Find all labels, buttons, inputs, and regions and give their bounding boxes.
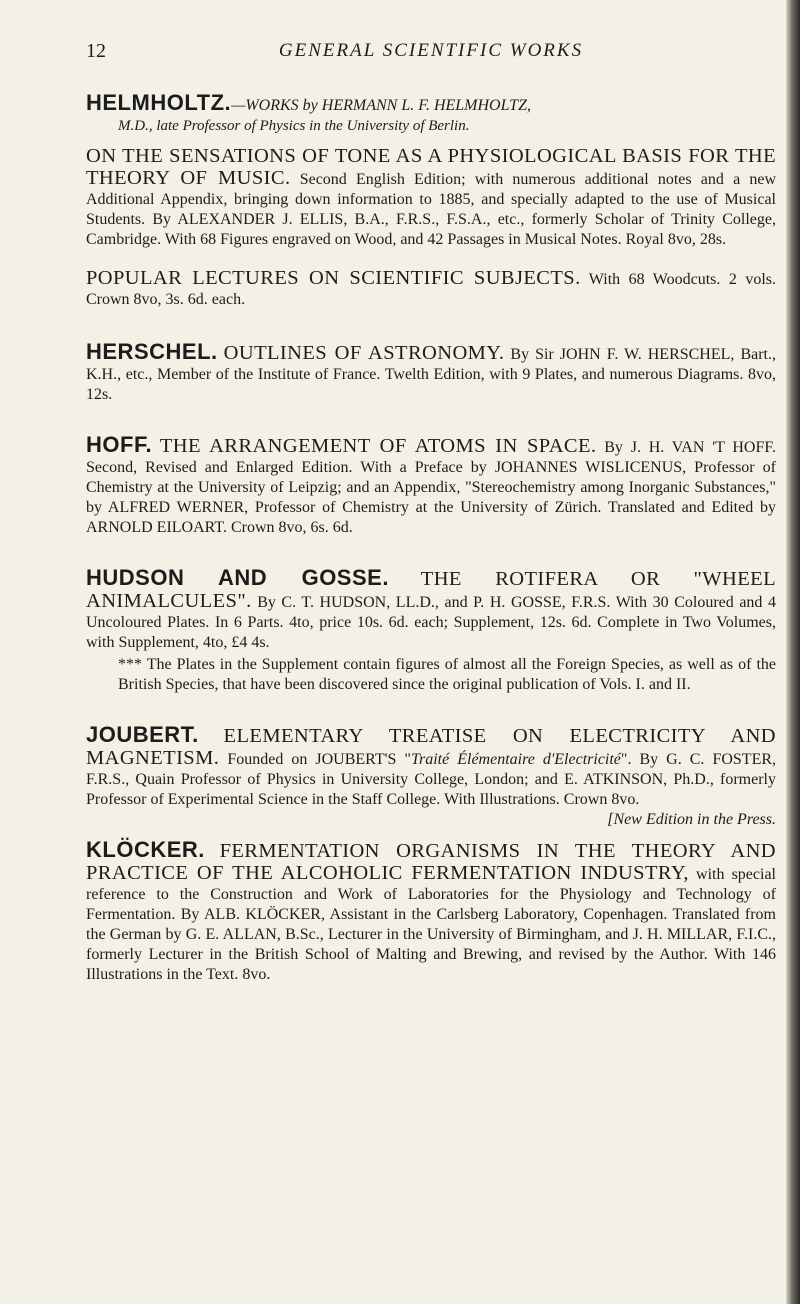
- edition-status: [New Edition in the Press.: [607, 811, 776, 828]
- entry-helmholtz: [86, 90, 777, 310]
- author-name: HELMHOLTZ.: [86, 90, 232, 115]
- author-name: KLÖCKER.: [86, 837, 205, 862]
- book-entry: [86, 146, 776, 250]
- book-entry: [86, 837, 777, 985]
- catalogue-content: [86, 90, 777, 1007]
- entry-hoff: [86, 432, 776, 538]
- book-details: ". By G. C. FOSTER, F.R.S., Quain Professor of Physics in University College, London; and E. ATKINSON, Ph.D., formerly Professor of Experimental Science in the Staff College. With Illustrations. Crown 8vo.: [86, 751, 777, 808]
- book-title: THE ARRANGEMENT OF ATOMS IN SPACE.: [159, 435, 597, 457]
- book-entry: [86, 268, 776, 310]
- book-title: ELEMENTARY TREATISE ON ELECTRICITY AND MAGNETISM.: [86, 725, 776, 769]
- book-details: By C. T. HUDSON, LL.D., and P. H. GOSSE, F.R.S. With 30 Coloured and 4 Uncoloured Plates. In 6 Parts. 4to, price 10s. 6d. each; Supplement, 12s. 6d. Complete in Two Volumes, with Supplement, 4to, £4 4s.: [86, 594, 776, 651]
- author-affiliation: M.D., late Professor of Physics in the University of Berlin.: [118, 118, 470, 134]
- book-title: OUTLINES OF ASTRONOMY.: [223, 342, 505, 364]
- book-details: By Sir JOHN F. W. HERSCHEL, Bart., K.H., etc., Member of the Institute of France. Twelth Edition, with 9 Plates, and numerous Diagrams. 8vo, 12s.: [86, 346, 776, 403]
- entry-hudson-gosse: [86, 565, 776, 695]
- supplement-note: *** The Plates in the Supplement contain figures of almost all the Foreign Species, as well as of the British Species, that have been discovered since the original publication of Vols. I. and II.: [118, 656, 776, 693]
- works-of: —WORKS by HERMANN L. F. HELMHOLTZ,: [231, 97, 531, 114]
- book-entry: [86, 722, 777, 828]
- author-name: JOUBERT.: [86, 722, 199, 747]
- book-entry: [86, 432, 776, 538]
- book-details: By J. H. VAN 'T HOFF. Second, Revised and Enlarged Edition. With a Preface by JOHANNES WISLICENUS, Professor of Chemistry at the University of Leipzig; and an Appendix, "Stereochemistry among Inorganic Substances," by ALFRED WERNER, Professor of Chemistry at the University of Zürich. Translated and Edited by ARNOLD EILOART. Crown 8vo, 6s. 6d.: [86, 439, 776, 536]
- page-header: [86, 40, 776, 70]
- book-title: THE ROTIFERA OR "WHEEL ANIMALCULES".: [86, 568, 776, 612]
- author-name: HUDSON AND GOSSE.: [86, 565, 389, 590]
- book-entry: [86, 565, 776, 653]
- running-title: GENERAL SCIENTIFIC WORKS: [278, 40, 584, 61]
- entry-klocker: [86, 837, 777, 985]
- entry-joubert: [86, 722, 777, 828]
- author-name: HOFF.: [86, 432, 153, 457]
- french-title: Traité Élémentaire d'Electricité: [410, 751, 621, 768]
- book-details: Second English Edition; with numerous additional notes and a new Additional Appendix, bringing down information to 1885, and specially adapted to the use of Musical Students. By ALEXANDER J. ELLIS, B.A., F.R.S., F.S.A., etc., formerly Scholar of Trinity College, Cambridge. With 68 Figures engraved on Wood, and 42 Passages in Musical Notes. Royal 8vo, 28s.: [86, 171, 777, 248]
- entry-heading: [86, 90, 776, 116]
- book-details: with special reference to the Construction and Work of Laboratories for the Physiology and Technology of Fermentation. By ALB. KLÖCKER, Assistant in the Carlsberg Laboratory, Copenhagen. Translated from the German by G. E. ALLAN, B.Sc., Lecturer in the University of Birmingham, and J. H. MILLAR, F.I.C., formerly Lecturer in the British School of Malting and Brewing, and revised by the Author. With 146 Illustrations in the Text. 8vo.: [86, 866, 776, 983]
- author-name: HERSCHEL.: [86, 339, 218, 364]
- page-number: 12: [86, 40, 106, 62]
- book-entry: [86, 339, 776, 405]
- book-details: Founded on JOUBERT'S ": [227, 751, 411, 768]
- page-edge-shadow: [786, 0, 800, 1304]
- book-title: ON THE SENSATIONS OF TONE AS A PHYSIOLOGICAL BASIS FOR THE THEORY OF MUSIC.: [86, 145, 776, 189]
- entry-herschel: [86, 339, 776, 405]
- book-details: With 68 Woodcuts. 2 vols. Crown 8vo, 3s. 6d. each.: [86, 271, 776, 308]
- book-title: FERMENTATION ORGANISMS IN THE THEORY AND PRACTICE OF THE ALCOHOLIC FERMENTATION INDUSTRY,: [86, 840, 777, 884]
- book-title: POPULAR LECTURES ON SCIENTIFIC SUBJECTS.: [86, 267, 581, 289]
